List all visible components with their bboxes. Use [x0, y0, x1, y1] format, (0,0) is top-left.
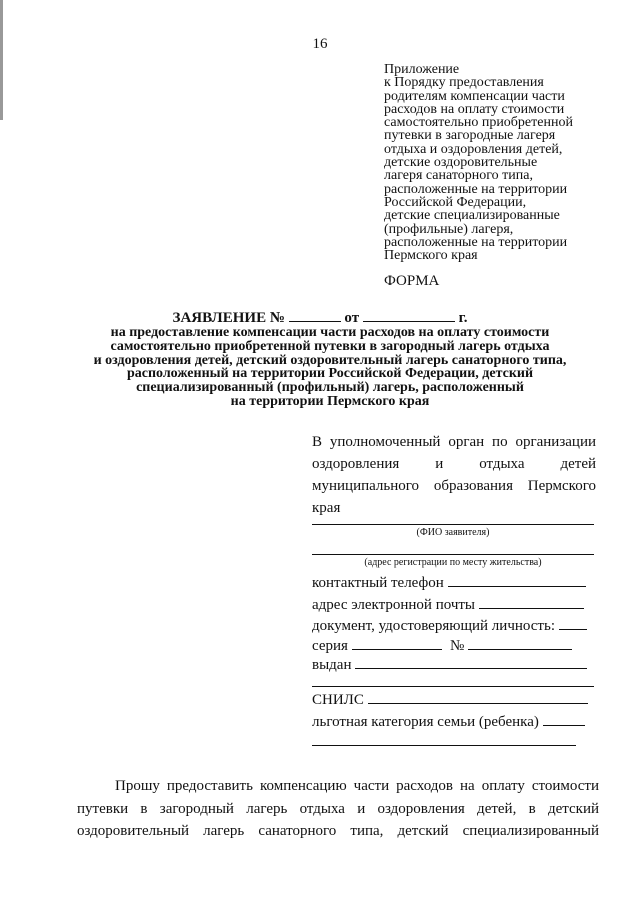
scan-edge-shadow: [0, 0, 3, 120]
series-number-field: [312, 637, 572, 655]
id-document-label: документ, удостоверяющий личность:: [312, 618, 555, 634]
recipient-line: муниципального образования Пермского: [312, 478, 596, 494]
subtitle-line: на предоставление компенсации части расходов на оплату стоимости: [110, 325, 550, 340]
appendix-line: детские специализированные: [384, 208, 560, 224]
snils-field: [312, 691, 588, 709]
series-input-line[interactable]: [352, 637, 442, 650]
appendix-line: детские оздоровительные: [384, 155, 538, 171]
category-input-line[interactable]: [543, 713, 585, 726]
recipient-block: [312, 431, 596, 519]
body-line: путевки в загородный лагерь отдыха и оздоровления детей, в детский: [77, 800, 599, 817]
application-date-blank[interactable]: [363, 309, 455, 322]
issued-input-line[interactable]: [355, 656, 587, 669]
category-label: льготная категория семьи (ребенка): [312, 714, 539, 730]
appendix-line: родителям компенсации части: [384, 88, 565, 104]
appendix-line: расходов на оплату стоимости: [384, 101, 565, 117]
subtitle-line: расположенный на территории Российской Федерации, детский: [126, 366, 534, 382]
email-label: адрес электронной почты: [312, 597, 476, 613]
phone-field: [312, 574, 586, 592]
number-label: №: [449, 638, 465, 654]
id-document-input-line[interactable]: [559, 617, 587, 630]
fio-input-line[interactable]: [312, 524, 594, 525]
title-from: от: [344, 310, 360, 326]
appendix-line: Пермского края: [384, 248, 478, 264]
fio-caption: (ФИО заявителя): [416, 527, 490, 538]
address-caption: (адрес регистрации по месту жительства): [364, 557, 542, 568]
appendix-line: (профильные) лагеря,: [384, 221, 514, 237]
page-number: 16: [312, 36, 328, 52]
snils-input-line[interactable]: [368, 691, 588, 704]
subtitle-line: на территории Пермского края: [230, 393, 430, 409]
subtitle-line: специализированный (профильный) лагерь, расположенный: [136, 380, 524, 396]
subtitle-line: и оздоровления детей, детский оздоровительный лагерь санаторного типа,: [93, 352, 567, 368]
appendix-line: путевки в загородные лагеря: [384, 128, 556, 144]
appendix-line: Приложение: [384, 62, 460, 77]
application-subtitle: [60, 326, 600, 409]
appendix-line: лагеря санаторного типа,: [384, 168, 533, 184]
title-year-suffix: г.: [458, 310, 468, 326]
email-field: [312, 596, 584, 614]
appendix-block: [384, 63, 614, 262]
recipient-line: края: [312, 500, 341, 516]
subtitle-line: самостоятельно приобретенной путевки в загородный лагерь отдыха: [110, 338, 550, 354]
category-field: [312, 713, 585, 731]
email-input-line[interactable]: [479, 596, 584, 609]
recipient-line: оздоровления и отдыха детей: [312, 456, 596, 472]
issued-continuation-line[interactable]: [312, 686, 594, 687]
body-line: Прошу предоставить компенсацию части расходов на оплату стоимости: [115, 778, 599, 794]
body-line: оздоровительный лагерь санаторного типа, детский специализированный: [77, 823, 599, 839]
issued-label: выдан: [312, 657, 352, 673]
number-input-line[interactable]: [468, 637, 572, 650]
appendix-line: Российской Федерации,: [384, 194, 527, 210]
phone-input-line[interactable]: [448, 574, 586, 587]
phone-label: контактный телефон: [312, 575, 444, 591]
category-continuation-line[interactable]: [312, 745, 576, 746]
appendix-line: отдыха и оздоровления детей,: [384, 141, 563, 157]
appendix-line: к Порядку предоставления: [384, 75, 544, 91]
appendix-line: самостоятельно приобретенной: [384, 115, 573, 131]
appendix-line: расположенные на территории: [384, 181, 568, 197]
title-prefix: ЗАЯВЛЕНИЕ №: [172, 310, 285, 326]
request-paragraph: [77, 775, 599, 843]
issued-field: [312, 656, 587, 674]
recipient-line: В уполномоченный орган по организации: [312, 434, 596, 450]
series-label: серия: [312, 638, 348, 654]
application-number-blank[interactable]: [289, 309, 341, 322]
address-input-line[interactable]: [312, 554, 594, 555]
id-document-field: [312, 617, 587, 635]
form-label: ФОРМА: [384, 273, 440, 289]
snils-label: СНИЛС: [312, 692, 364, 708]
appendix-line: расположенные на территории: [384, 234, 568, 250]
